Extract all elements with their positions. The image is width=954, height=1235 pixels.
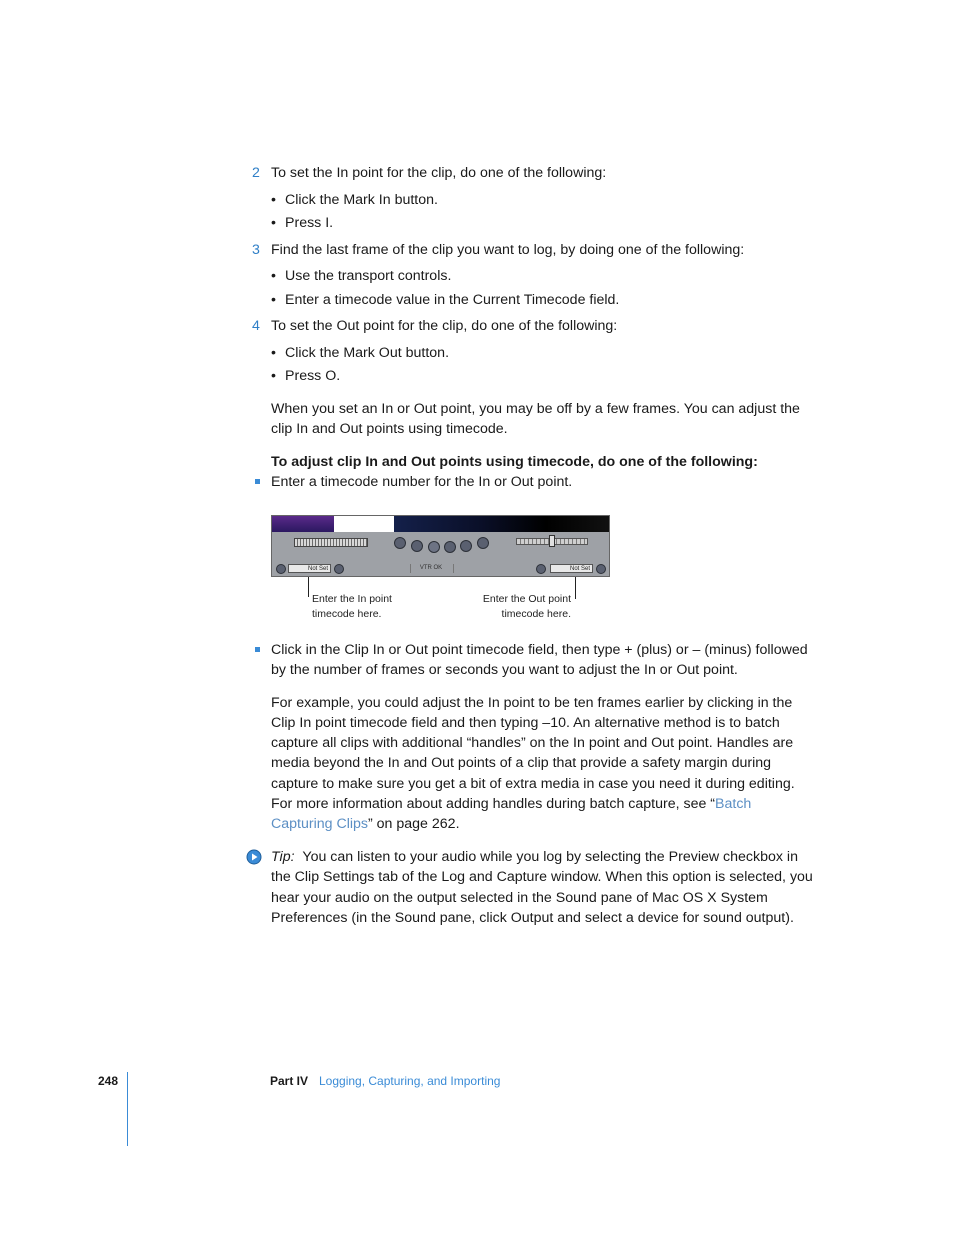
body-line: For example, you could adjust the In point to be ten frames earlier by clicking in the <box>271 695 793 711</box>
step-number: 2 <box>252 165 260 181</box>
next-frame-icon[interactable] <box>460 540 472 552</box>
bullet-item: • <box>271 368 276 384</box>
step-number: 3 <box>252 242 260 258</box>
callout-line <box>308 577 309 597</box>
page-number: 248 <box>98 1074 119 1088</box>
clip-in-timecode-field[interactable]: Not Set <box>288 564 331 573</box>
jog-handle[interactable] <box>549 535 555 547</box>
body-line: capture all clips with additional “handles” on the In point and Out point. Handles are <box>271 735 794 751</box>
bullet-text: Click the Mark In button. <box>285 192 438 208</box>
caption-line: Enter the Out point <box>482 593 571 605</box>
video-preview-strip <box>272 516 334 532</box>
prev-frame-icon[interactable] <box>411 540 423 552</box>
body-line <box>271 814 460 834</box>
caption-line: timecode here. <box>312 608 382 620</box>
bullet-text: Use the transport controls. <box>285 268 452 284</box>
video-preview-strip <box>394 516 610 532</box>
task-heading: To adjust clip In and Out points using timecode, do one of the following: <box>271 454 758 470</box>
option-text: Enter a timecode number for the In or Out point. <box>271 474 573 490</box>
bullet-item: • <box>271 215 276 231</box>
tip-arrow-icon <box>246 849 262 865</box>
tip-line: Preferences (in the Sound pane, click Output and select a device for sound output). <box>271 910 794 926</box>
step-text: To set the Out point for the clip, do one of the following: <box>271 318 618 334</box>
tip-line: the Clip Settings tab of the Log and Capture window. When this option is selected, you <box>271 869 813 885</box>
shuttle-slider[interactable] <box>294 538 368 547</box>
bullet-text: Press O. <box>285 368 341 384</box>
body-line <box>271 794 751 814</box>
tip-label: Tip: <box>271 849 295 865</box>
footer-part: Part IV <box>270 1074 309 1088</box>
body-line: clip In and Out points using timecode. <box>271 421 508 437</box>
play-icon[interactable] <box>444 541 456 553</box>
step-text: Find the last frame of the clip you want to log, by doing one of the following: <box>271 242 745 258</box>
body-line: media beyond the In and Out points of a clip that provide a safety margin during <box>271 755 772 771</box>
body-text: ” on page 262. <box>368 816 460 832</box>
batch-capturing-link[interactable]: Capturing Clips <box>271 816 368 832</box>
body-line: Clip In point timecode field and then typing –10. An alternative method is to batch <box>271 715 780 731</box>
bullet-item: • <box>271 292 276 308</box>
mark-out-button[interactable] <box>596 564 606 574</box>
bullet-item: • <box>271 268 276 284</box>
footer-section: Logging, Capturing, and Importing <box>319 1074 501 1088</box>
log-capture-controls-figure <box>271 515 610 577</box>
caption-line: timecode here. <box>501 608 571 620</box>
bullet-text: Enter a timecode value in the Current Timecode field. <box>285 292 620 308</box>
tip-text: You can listen to your audio while you log by selecting the Preview checkbox in <box>302 849 798 865</box>
body-line: When you set an In or Out point, you may be off by a few frames. You can adjust the <box>271 401 800 417</box>
vtr-status: VTR OK <box>419 565 443 571</box>
option-text: by the number of frames or seconds you want to adjust the In or Out point. <box>271 662 738 678</box>
callout-in <box>312 592 392 622</box>
body-text: For more information about adding handles during batch capture, see “ <box>271 796 716 812</box>
batch-capturing-link[interactable]: Batch <box>715 796 752 812</box>
bullet-text: Click the Mark Out button. <box>285 345 450 361</box>
square-bullet-icon <box>252 472 266 492</box>
clip-out-timecode-field[interactable]: Not Set <box>550 564 593 573</box>
step-number: 4 <box>252 318 260 334</box>
mark-in-button[interactable] <box>276 564 286 574</box>
callout-line <box>575 577 576 599</box>
tip-line <box>271 847 798 867</box>
tip-line: hear your audio on the output selected in the Sound pane of Mac OS X System <box>271 890 768 906</box>
square-bullet-icon <box>252 640 266 660</box>
video-preview-gap <box>334 516 394 532</box>
fast-forward-icon[interactable] <box>477 537 489 549</box>
step-text: To set the In point for the clip, do one of the following: <box>271 165 607 181</box>
body-line: capture to make sure you get a bit of extra media in case you need it during editing. <box>271 776 795 792</box>
rewind-icon[interactable] <box>394 537 406 549</box>
bullet-item: • <box>271 345 276 361</box>
stop-icon[interactable] <box>428 541 440 553</box>
bullet-text: Press I. <box>285 215 334 231</box>
bullet-item: • <box>271 192 276 208</box>
footer-rule <box>127 1072 128 1146</box>
go-to-out-button[interactable] <box>536 564 546 574</box>
option-text: Click in the Clip In or Out point timecode field, then type + (plus) or – (minus) followed <box>271 642 808 658</box>
caption-line: Enter the In point <box>312 593 392 605</box>
go-to-in-button[interactable] <box>334 564 344 574</box>
callout-out <box>479 592 571 622</box>
